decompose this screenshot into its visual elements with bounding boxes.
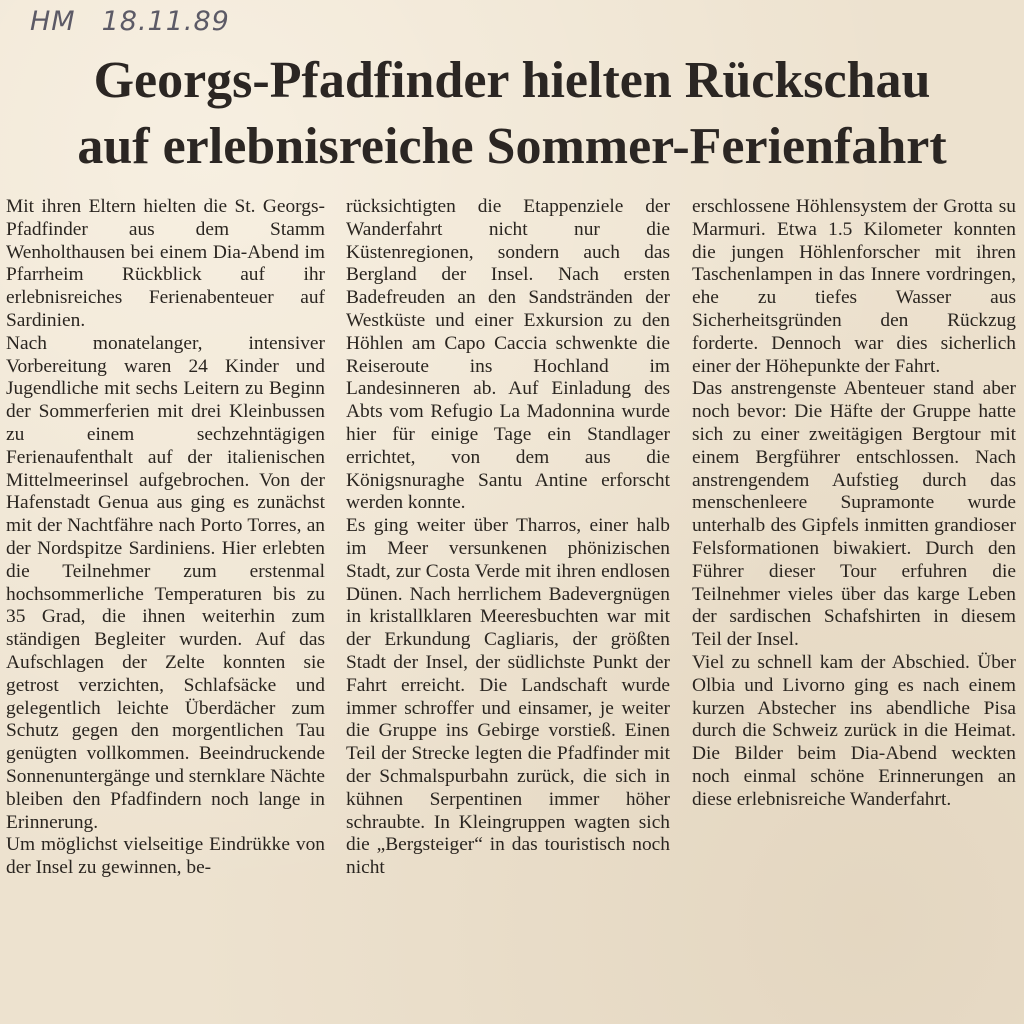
column-1-paragraph-1: Mit ihren Eltern hielten die St. Georgs-Pfadfinder aus dem Stamm Wenholthausen bei einem Dia-Abend im Pfarrheim Rückblick auf ihr erlebnisreiches Ferienabenteuer auf Sardinien. [6, 196, 325, 331]
column-2-paragraph-1: rücksichtigten die Etappenziele der Wanderfahrt nicht nur die Küstenregionen, sondern auch das Bergland der Insel. Nach ersten Badefreuden an den Sandstränden der Westküste und einer Exkursion zu den Höhlen am Capo Caccia schwenkte die Reiseroute ins Hochland im Landesinneren ab. Auf Einladung des Abts vom Refugio La Madonnina wurde hier für einige Tage ein Standlager errichtet, von dem aus die Königsnuraghe Santu Antine erforscht werden konnte. [346, 196, 670, 514]
column-1-paragraph-3: Um möglichst vielseitige Eindrükke von der Insel zu gewinnen, be- [6, 834, 325, 879]
column-3-paragraph-2: Das anstrengenste Abenteuer stand aber noch bevor: Die Häfte der Gruppe hatte sich zu einer zweitägigen Bergtour mit einem Bergführer entschlossen. Nach anstrengendem Aufstieg durch das menschenleere Supramonte wurde unterhalb des Gipfels inmitten grandioser Felsformationen biwakiert. Durch den Führer dieser Tour erfuhren die Teilnehmer vieles über das karge Leben der sardischen Schafshirten in diesem Teil der Insel. [692, 378, 1016, 651]
headline-line-2: auf erlebnisreiche Sommer-Ferienfahrt [77, 118, 947, 175]
article-column-2 [346, 196, 670, 880]
article-column-1 [6, 196, 325, 880]
handwritten-initials: HM [30, 6, 76, 37]
article-column-3 [692, 196, 1016, 812]
handwritten-date: 18.11.89 [101, 6, 230, 37]
column-2-paragraph-2: Es ging weiter über Tharros, einer halb im Meer versunkenen phönizischen Stadt, zur Costa Verde mit ihren endlosen Dünen. Nach herrlichem Badevergnügen in kristallklaren Meeresbuchten war mit der Erkundung Cagliaris, der größten Stadt der Insel, der südlichste Punkt der Fahrt erreicht. Die Landschaft wurde immer schroffer und einsamer, je weiter die Gruppe ins Gebirge vorstieß. Einen Teil der Strecke legten die Pfadfinder mit der Schmalspurbahn zurück, die sich in kühnen Serpentinen immer höher schraubte. In Kleingruppen wagten sich die „Bergsteiger“ in das touristisch noch nicht [346, 515, 670, 879]
column-3-paragraph-1: erschlossene Höhlensystem der Grotta su Marmuri. Etwa 1.5 Kilometer konnten die jungen Höhlenforscher mit ihren Taschenlampen in das Innere vordringen, ehe zu tiefes Wasser aus Sicherheitsgründen den Rückzug forderte. Dennoch war dies sicherlich einer der Höhepunkte der Fahrt. [692, 196, 1016, 377]
column-3-paragraph-3: Viel zu schnell kam der Abschied. Über Olbia und Livorno ging es nach einem kurzen Abstecher ins abendliche Pisa durch die Schweiz zurück in die Heimat. Die Bilder beim Dia-Abend weckten noch einmal schöne Erinnerungen an diese erlebnisreiche Wanderfahrt. [692, 651, 1016, 810]
headline-line-1: Georgs-Pfadfinder hielten Rückschau [93, 52, 931, 109]
article-headline [0, 48, 1024, 180]
column-1-paragraph-2: Nach monatelanger, intensiver Vorbereitung waren 24 Kinder und Jugendliche mit sechs Leitern zu Beginn der Sommerferien mit drei Kleinbussen zu einem sechzehntägigen Ferienaufenthalt auf der italienischen Mittelmeerinsel aufgebrochen. Von der Hafenstadt Genua aus ging es zunächst mit der Nachtfähre nach Porto Torres, an der Nordspitze Sardiniens. Hier erlebten die Teilnehmer zum erstenmal hochsommerliche Temperaturen bis zu 35 Grad, die ihnen weiterhin zum ständigen Begleiter wurden. Auf das Aufschlagen der Zelte konnten sie getrost verzichten, Schlafsäcke und gelegentlich leichte Überdächer zum Schutz gegen den morgentlichen Tau genügten vollkommen. Beeindruckende Sonnenuntergänge und sternklare Nächte bleiben den Pfadfindern noch lange in Erinnerung. [6, 332, 325, 833]
handwritten-note [30, 6, 230, 37]
